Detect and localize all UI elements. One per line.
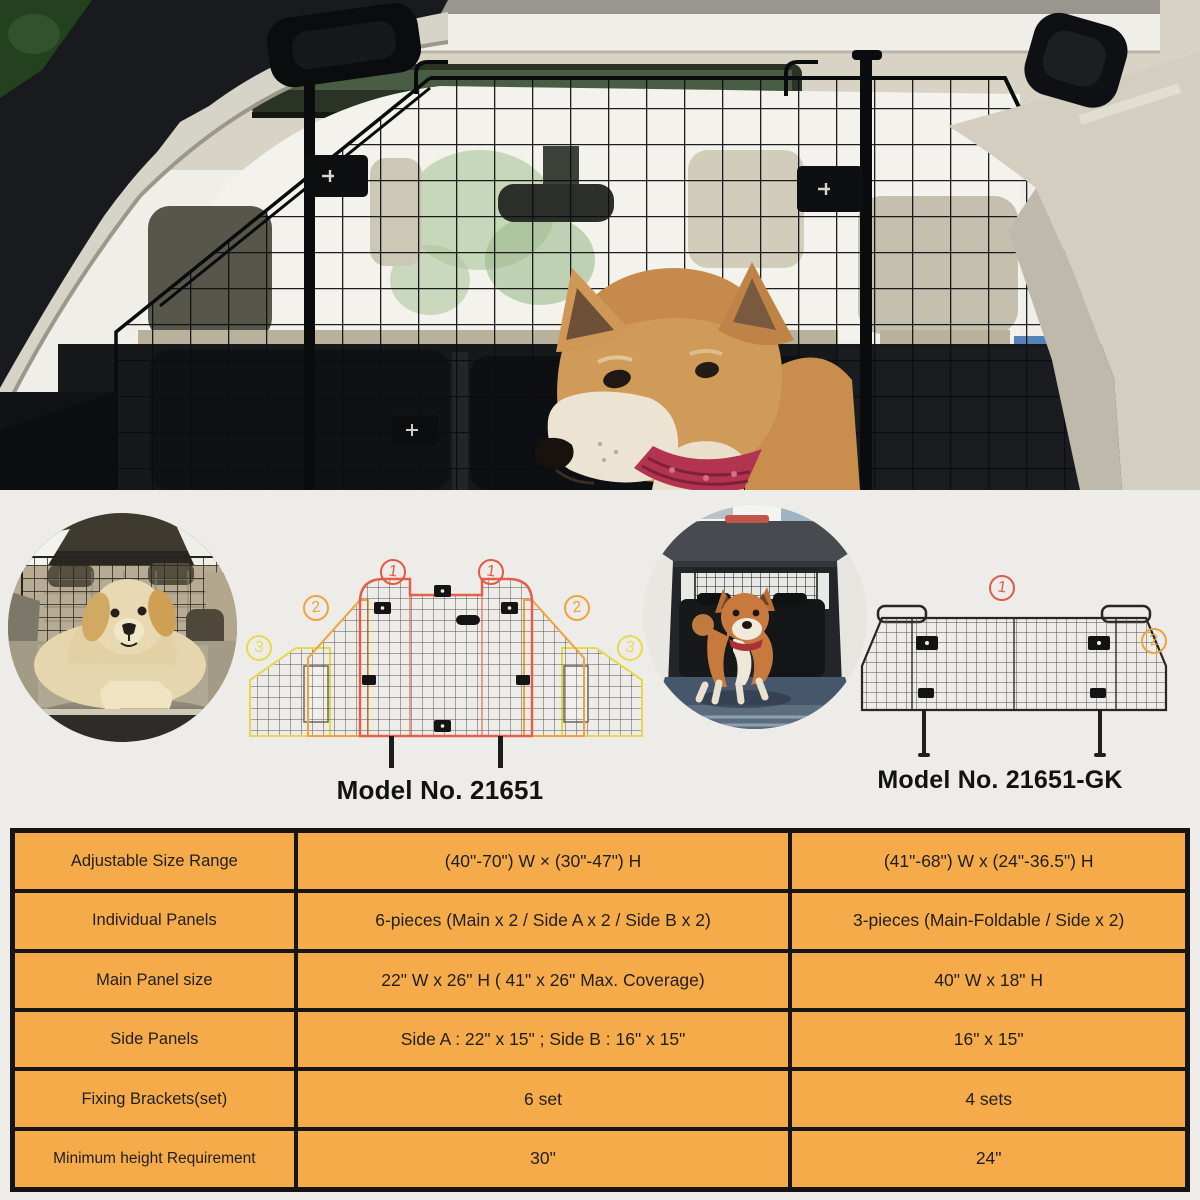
marker-gk-main-1: 1 xyxy=(987,573,1016,602)
table-row xyxy=(13,951,1188,1010)
model-21651-gk-label: Model No. 21651-GK xyxy=(877,766,1123,794)
value-21651: 22" W x 26" H ( 41" x 26" Max. Coverage) xyxy=(296,951,791,1010)
circle-photo-shiba-trunk xyxy=(643,505,867,729)
marker-main-panel-1b: 1 xyxy=(476,557,505,586)
row-label: Minimum height Requirement xyxy=(13,1129,296,1190)
hero-photo xyxy=(0,0,1200,490)
value-21651-gk: 40" W x 18" H xyxy=(790,951,1187,1010)
marker-side-b-3a: 3 xyxy=(244,633,274,663)
value-21651: Side A : 22" x 15" ; Side B : 16" x 15" xyxy=(296,1010,791,1069)
spec-table xyxy=(10,828,1190,1192)
value-21651-gk: 4 sets xyxy=(790,1069,1187,1128)
table-row xyxy=(13,1069,1188,1128)
circle-photo-labrador xyxy=(8,513,237,742)
diagram-model-21651 xyxy=(246,554,646,772)
table-row xyxy=(13,1129,1188,1190)
row-label: Individual Panels xyxy=(13,891,296,950)
value-21651-gk: 24" xyxy=(790,1129,1187,1190)
model-21651-label: Model No. 21651 xyxy=(336,775,544,805)
row-label: Side Panels xyxy=(13,1010,296,1069)
row-label: Adjustable Size Range xyxy=(13,831,296,892)
value-21651-gk: 16" x 15" xyxy=(790,1010,1187,1069)
table-row xyxy=(13,831,1188,892)
marker-main-panel-1a: 1 xyxy=(378,557,407,586)
diagram-model-21651-gk xyxy=(856,562,1186,762)
value-21651: 30" xyxy=(296,1129,791,1190)
row-label: Main Panel size xyxy=(13,951,296,1010)
marker-gk-side-2: 2 xyxy=(1140,627,1169,656)
value-21651: 6 set xyxy=(296,1069,791,1128)
marker-side-a-2a: 2 xyxy=(302,594,331,623)
value-21651: (40"-70") W × (30"-47") H xyxy=(296,831,791,892)
value-21651-gk: (41"-68") W x (24"-36.5") H xyxy=(790,831,1187,892)
table-row xyxy=(13,1010,1188,1069)
value-21651-gk: 3-pieces (Main-Foldable / Side x 2) xyxy=(790,891,1187,950)
row-label: Fixing Brackets(set) xyxy=(13,1069,296,1128)
spec-comparison-table xyxy=(10,828,1190,1192)
value-21651: 6-pieces (Main x 2 / Side A x 2 / Side B x 2) xyxy=(296,891,791,950)
table-row xyxy=(13,891,1188,950)
marker-side-a-2b: 2 xyxy=(563,594,592,623)
marker-side-b-3b: 3 xyxy=(615,633,645,663)
